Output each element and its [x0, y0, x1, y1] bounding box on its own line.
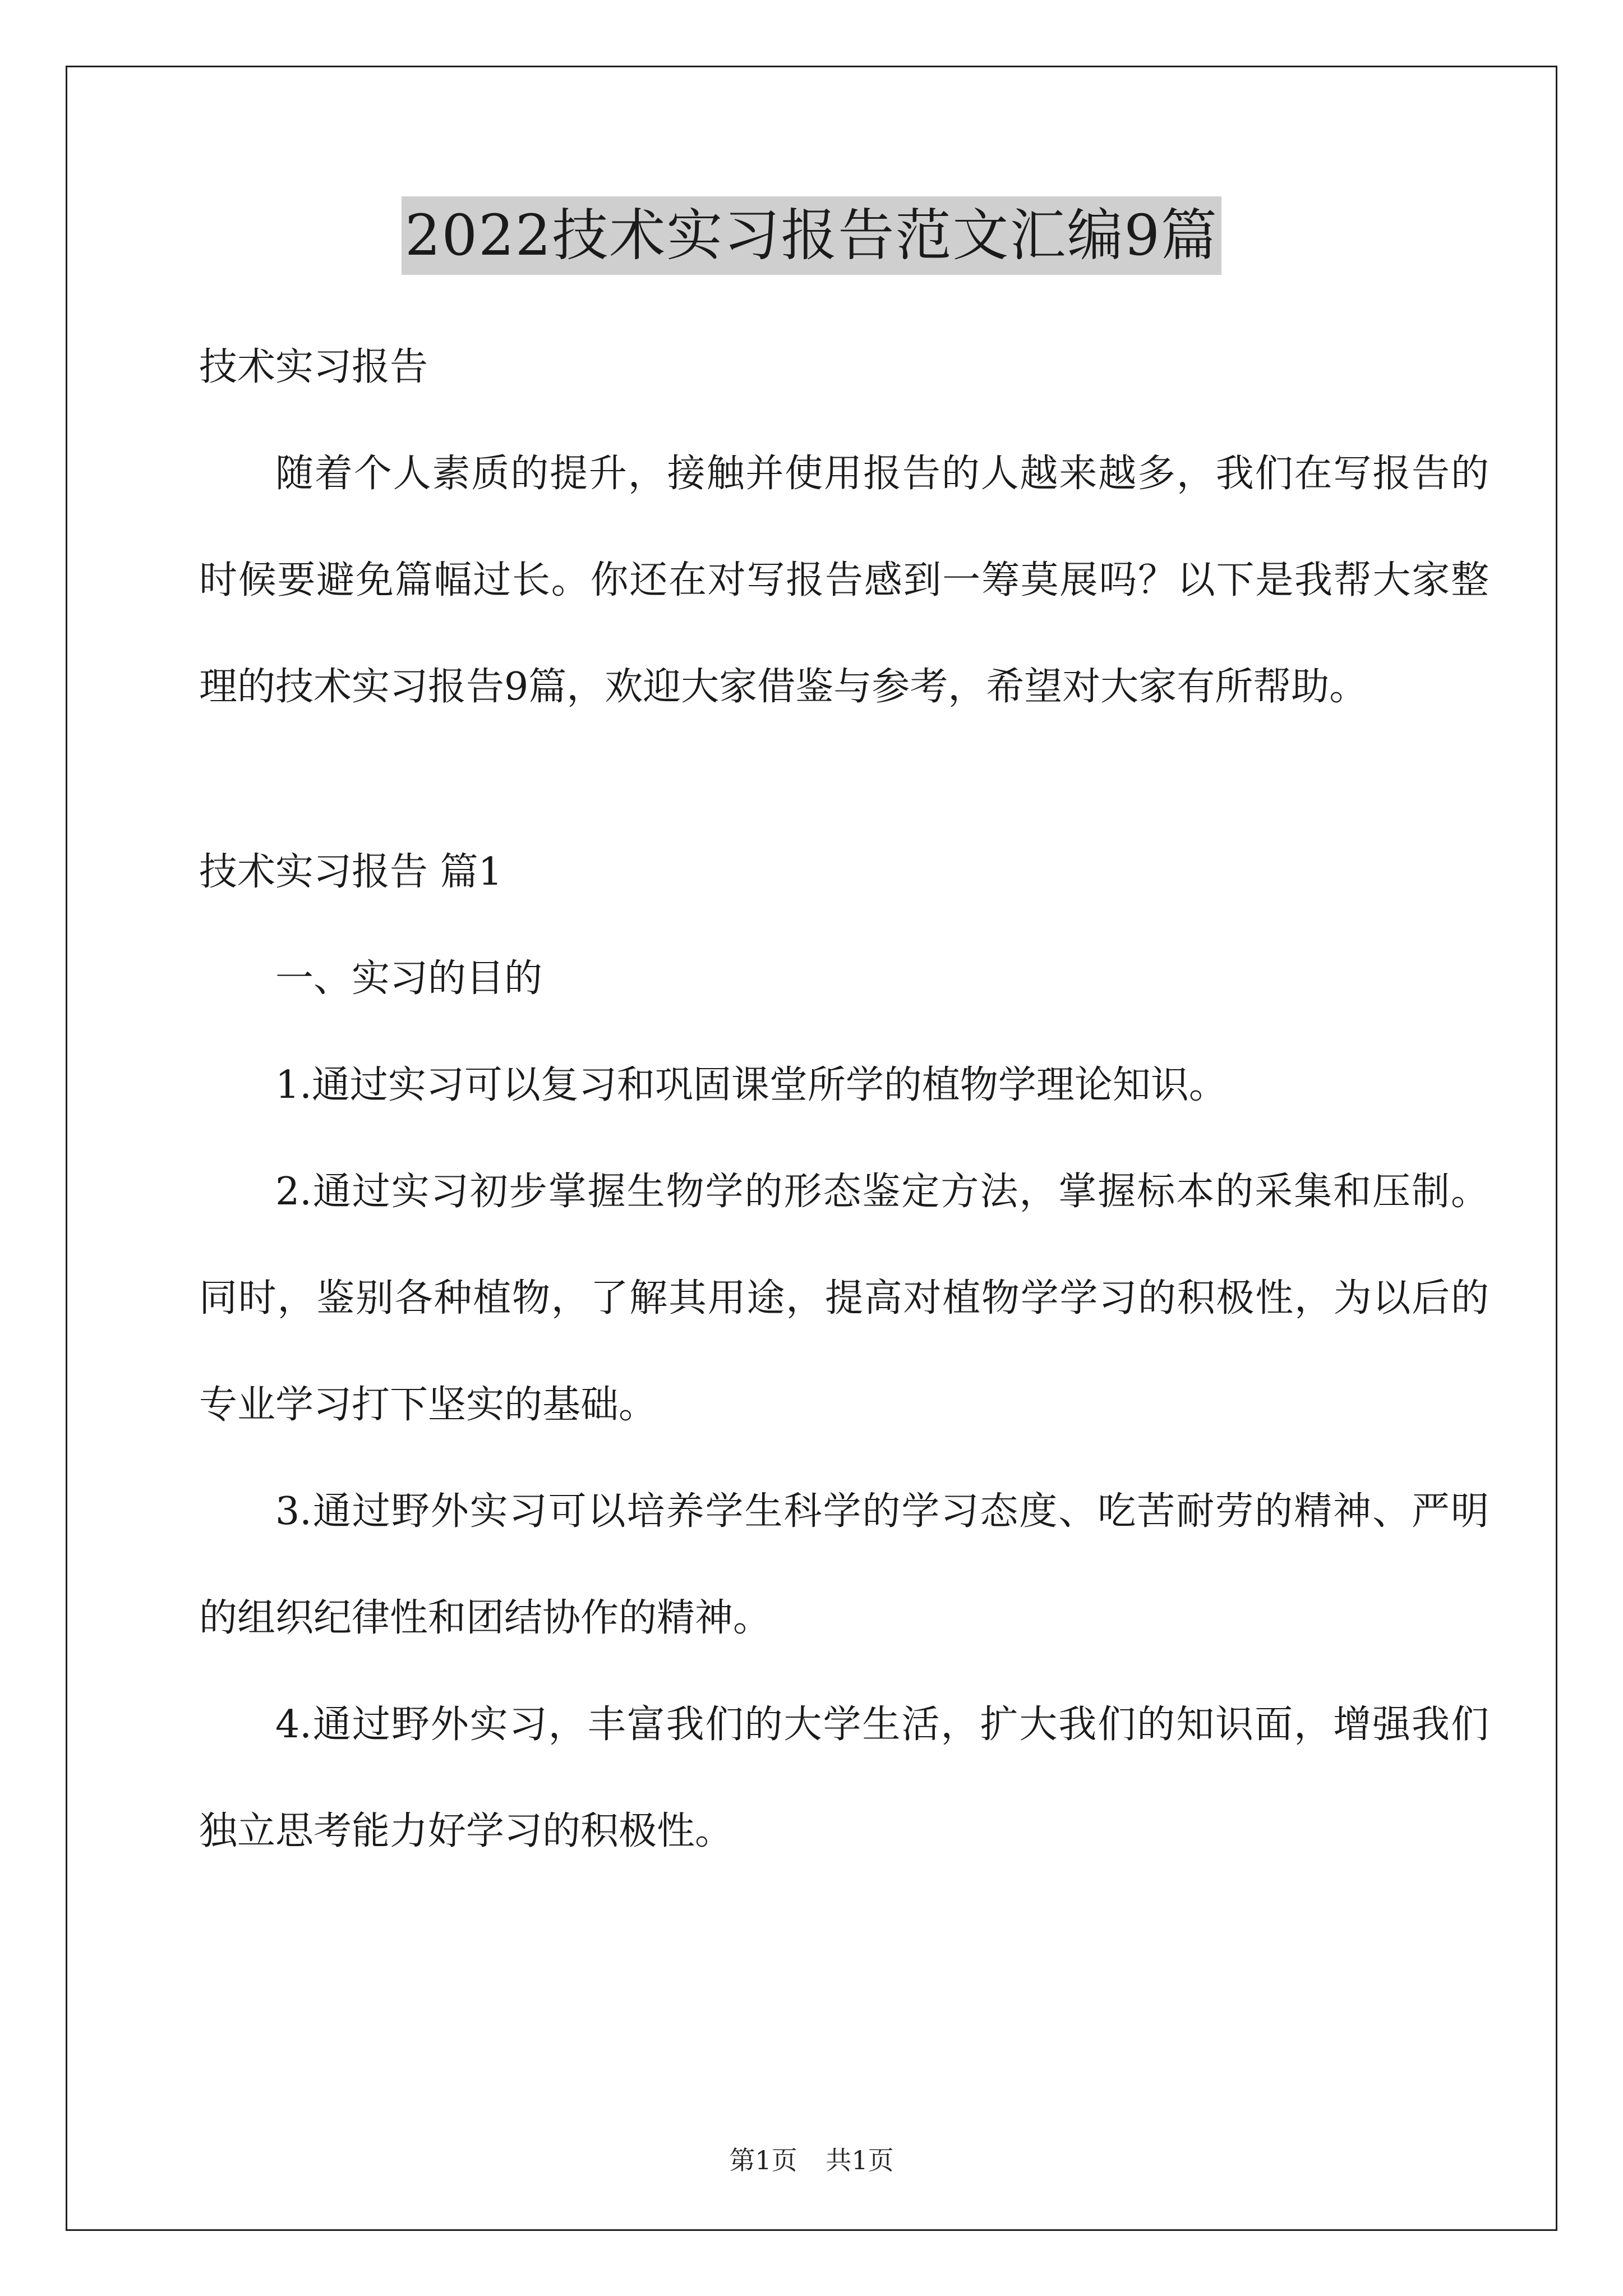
- title-wrap: [0, 196, 1623, 275]
- page-total: 共1页: [826, 2145, 894, 2175]
- list-item: 1.通过实习可以复习和巩固课堂所学的植物学理论知识。: [275, 1063, 1227, 1107]
- page-number: 第1页: [729, 2145, 797, 2175]
- page-footer: [0, 2140, 1623, 2177]
- intro-paragraph: 随着个人素质的提升，接触并使用报告的人越来越多，我们在写报告的时候要避免篇幅过长。你还在对写报告感到一筹莫展吗？以下是我帮大家整理的技术实习报告9篇，欢迎大家借鉴与参考，希望对大家有所帮助。: [199, 452, 1489, 709]
- section-subheading: 一、实习的目的: [275, 956, 543, 1001]
- list-item: 2.通过实习初步掌握生物学的形态鉴定方法，掌握标本的采集和压制。同时，鉴别各种植物，了解其用途，提高对植物学学习的积极性，为以后的专业学习打下坚实的基础。: [199, 1170, 1489, 1427]
- document-title: 2022技术实习报告范文汇编9篇: [402, 196, 1221, 275]
- section-heading: 技术实习报告 篇1: [199, 850, 502, 894]
- intro-heading: 技术实习报告: [199, 345, 428, 389]
- list-item: 4.通过野外实习，丰富我们的大学生活，扩大我们的知识面，增强我们独立思考能力好学习的积极性。: [199, 1703, 1489, 1853]
- document-body: [199, 314, 1489, 1885]
- list-item: 3.通过野外实习可以培养学生科学的学习态度、吃苦耐劳的精神、严明的组织纪律性和团结协作的精神。: [199, 1489, 1489, 1640]
